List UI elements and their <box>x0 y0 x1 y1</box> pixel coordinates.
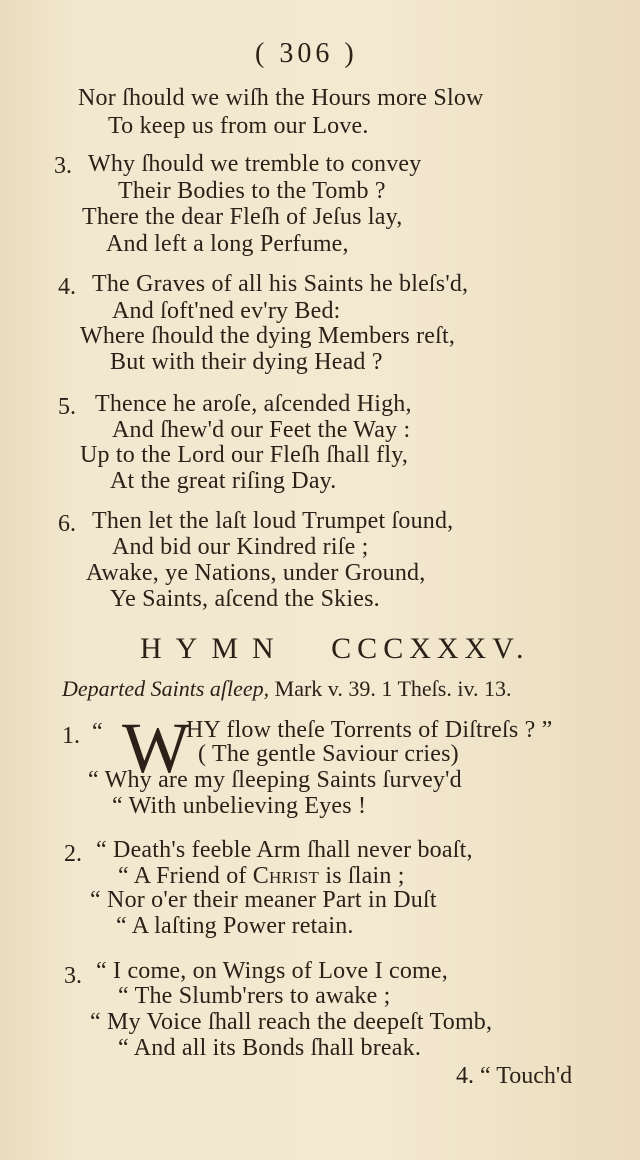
verse-line: Up to the Lord our Fleſh ſhall fly, <box>80 442 409 468</box>
verse-line: And bid our Kindred riſe ; <box>112 534 369 560</box>
stanza-number: 5. <box>58 394 76 420</box>
stanza-number: 3. <box>64 963 82 989</box>
verse-line: “ My Voice ſhall reach the deepeſt Tomb, <box>90 1009 493 1035</box>
hymn-subtitle <box>62 676 512 702</box>
verse-line: ( The gentle Saviour cries) <box>198 741 459 767</box>
verse-line: “ Death's feeble Arm ſhall never boaſt, <box>96 837 473 863</box>
verse-line: Their Bodies to the Tomb ? <box>118 178 386 204</box>
verse-line: The Graves of all his Saints he bleſs'd, <box>92 271 469 297</box>
verse-line: To keep us from our Love. <box>108 113 369 139</box>
line-part: “ A Friend of <box>118 863 247 889</box>
verse-line: And ſhew'd our Feet the Way : <box>112 417 411 443</box>
verse-line: Then let the laſt loud Trumpet ſound, <box>92 508 454 534</box>
hymn-word: HYMN <box>140 632 288 665</box>
hymn-number: CCCXXXV. <box>331 632 530 665</box>
verse-line: Ye Saints, aſcend the Skies. <box>110 586 380 612</box>
drop-cap: W <box>122 708 190 788</box>
verse-line: There the dear Fleſh of Jeſus lay, <box>82 204 403 230</box>
catchword: 4. “ Touch'd <box>456 1063 573 1089</box>
verse-line: “ With unbelieving Eyes ! <box>112 793 367 819</box>
verse-line: “ And all its Bonds ſhall break. <box>118 1035 422 1061</box>
verse-line: “ Nor o'er their meaner Part in Duſt <box>90 887 437 913</box>
christ-smallcaps: Christ <box>252 863 320 889</box>
hymn-heading <box>140 632 530 666</box>
verse-line: “ The Slumb'rers to awake ; <box>118 983 391 1009</box>
open-quote: “ <box>92 719 103 745</box>
stanza-number: 6. <box>58 511 76 537</box>
verse-line: And ſoft'ned ev'ry Bed: <box>112 298 341 324</box>
page-number: ( 306 ) <box>255 38 358 69</box>
verse-line: But with their dying Head ? <box>110 349 383 375</box>
stanza-number: 3. <box>54 153 72 179</box>
subtitle-reference: Mark v. 39. 1 Theſs. iv. 13. <box>274 676 512 701</box>
stanza-number: 2. <box>64 841 82 867</box>
verse-line: “ Why are my ſleeping Saints ſurvey'd <box>88 767 462 793</box>
verse-line: Where ſhould the dying Members reſt, <box>80 323 456 349</box>
verse-line: “ I come, on Wings of Love I come, <box>96 958 448 984</box>
line-part: is ſlain ; <box>325 863 405 889</box>
verse-line: At the great riſing Day. <box>110 468 337 494</box>
verse-line: Why ſhould we tremble to convey <box>88 151 422 177</box>
verse-line: “ A laſting Power retain. <box>116 913 354 939</box>
subtitle-title: Departed Saints aſleep, <box>62 676 270 701</box>
verse-line: Thence he aroſe, aſcended High, <box>95 391 412 417</box>
stanza-number: 4. <box>58 274 76 300</box>
verse-line: Awake, ye Nations, under Ground, <box>86 560 426 586</box>
verse-line: And left a long Perfume, <box>106 231 349 257</box>
verse-line: HY flow theſe Torrents of Diſtreſs ? ” <box>186 717 553 743</box>
verse-line: Nor ſhould we wiſh the Hours more Slow <box>78 85 484 111</box>
stanza-number: 1. <box>62 723 80 749</box>
